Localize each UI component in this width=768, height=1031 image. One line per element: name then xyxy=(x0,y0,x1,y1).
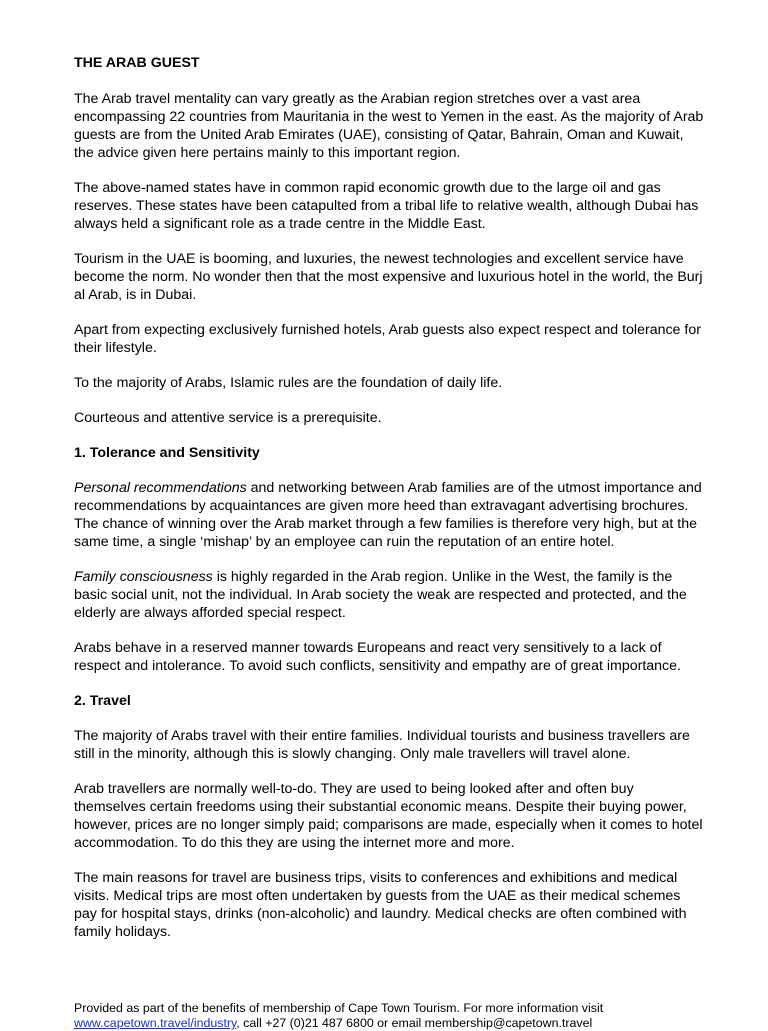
emphasis-family-consciousness: Family consciousness xyxy=(74,569,213,585)
document-title: THE ARAB GUEST xyxy=(74,55,200,71)
section-1-paragraph-2-text: is highly regarded in the Arab region. Unlike in the West, the family is the basic social unit, not the individual. In Arab society the weak are respected and protected, and the elderly are always afforded special respect. xyxy=(74,569,687,621)
intro-paragraph-5: To the majority of Arabs, Islamic rules are the foundation of daily life. xyxy=(74,375,503,391)
section-2-paragraph-3: The main reasons for travel are business trips, visits to conferences and exhibitions and medical visits. Medical trips are most often undertaken by guests from the UAE as their medical schemes pay for hospital stays, drinks (non-alcoholic) and laundry. Medical checks are often combined with family holidays. xyxy=(74,870,687,940)
section-1-paragraph-3: Arabs behave in a reserved manner towards Europeans and react very sensitively to a lack of respect and intolerance. To avoid such conflicts, sensitivity and empathy are of great importance. xyxy=(74,640,681,674)
intro-paragraph-4: Apart from expecting exclusively furnished hotels, Arab guests also expect respect and tolerance for their lifestyle. xyxy=(74,322,701,356)
section-2-heading: 2. Travel xyxy=(74,693,131,709)
intro-paragraph-2: The above-named states have in common rapid economic growth due to the large oil and gas reserves. These states have been catapulted from a tribal life to relative wealth, although Dubai has always held a significant role as a trade centre in the Middle East. xyxy=(74,180,699,232)
section-2-paragraph-1: The majority of Arabs travel with their entire families. Individual tourists and business travellers are still in the minority, although this is slowly changing. Only male travellers will travel alone. xyxy=(74,728,690,762)
intro-paragraph-3: Tourism in the UAE is booming, and luxuries, the newest technologies and excellent service have become the norm. No wonder then that the most expensive and luxurious hotel in the world, the Burj al Arab, is in Dubai. xyxy=(74,251,703,303)
page-footer xyxy=(74,1001,714,1031)
section-1-paragraph-1-text: and networking between Arab families are of the utmost importance and recommendations by acquaintances are given more heed than extravagant advertising brochures. The chance of winning over the Arab market through a few families is therefore very high, but at the same time, a single ‘mishap’ by an employee can ruin the reputation of an entire hotel. xyxy=(74,480,702,550)
section-1-paragraph-2 xyxy=(74,568,704,622)
section-1-heading: 1. Tolerance and Sensitivity xyxy=(74,445,260,461)
section-1-paragraph-1 xyxy=(74,479,704,551)
footer-line-1: Provided as part of the benefits of membership of Cape Town Tourism. For more information visit xyxy=(74,1001,604,1015)
footer-contact-text: , call +27 (0)21 487 6800 or email membership@capetown.travel xyxy=(236,1016,593,1030)
emphasis-personal-recommendations: Personal recommendations xyxy=(74,480,247,496)
intro-paragraph-1: The Arab travel mentality can vary greatly as the Arabian region stretches over a vast area encompassing 22 countries from Mauritania in the west to Yemen in the east. As the majority of Arab guests are from the United Arab Emirates (UAE), consisting of Qatar, Bahrain, Oman and Kuwait, the advice given here pertains mainly to this important region. xyxy=(74,91,704,161)
intro-paragraph-6: Courteous and attentive service is a prerequisite. xyxy=(74,410,382,426)
footer-link[interactable]: www.capetown.travel/industry xyxy=(74,1016,237,1030)
section-2-paragraph-2: Arab travellers are normally well-to-do. They are used to being looked after and often buy themselves certain freedoms using their substantial economic means. Despite their buying power, however, prices are no longer simply paid; comparisons are made, especially when it comes to hotel accommodation. To do this they are using the internet more and more. xyxy=(74,781,703,851)
document-page xyxy=(74,54,704,958)
